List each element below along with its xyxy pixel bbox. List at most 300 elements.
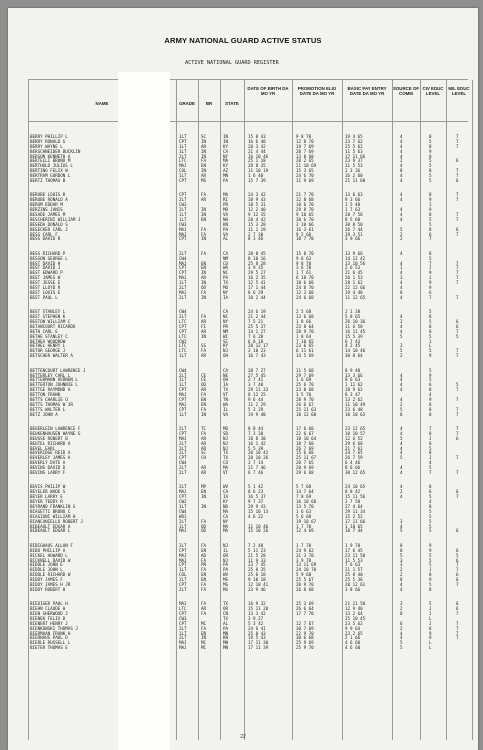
cell-civ-educ: 9 — [429, 207, 432, 213]
cell-name: BIERHAUS PAUL D — [30, 635, 68, 641]
cell-pay-entry-date: 21 11 50 — [345, 601, 366, 607]
cell-state: TX — [223, 601, 229, 607]
cell-state: NJ — [223, 542, 229, 548]
page-number: 22 — [240, 734, 246, 740]
cell-state: NJ — [223, 445, 229, 451]
cell-source: 4 — [400, 323, 403, 329]
cell-grade: CW2 — [179, 338, 187, 344]
cell-state: CA — [223, 309, 229, 315]
cell-state: TX — [223, 450, 229, 456]
cell-grade: CPT — [179, 178, 187, 184]
cell-birth-date: 21 2 44 — [248, 314, 266, 320]
cell-name: BETHEA WOODROW — [30, 338, 66, 344]
cell-source: 4 — [400, 211, 403, 217]
cell-grade: CW4 — [179, 367, 187, 373]
cell-pay-entry-date: 26 7 59 — [345, 455, 363, 461]
cell-civ-educ: 9 — [429, 577, 432, 583]
cell-grade: MAJ — [179, 275, 187, 281]
cell-birth-date: 28 8 35 — [248, 163, 266, 169]
cell-birth-date: 10 8 30 — [248, 435, 266, 441]
cell-state: PR — [223, 202, 229, 208]
cell-source: 4 — [400, 153, 403, 159]
cell-civ-educ: 8 — [429, 411, 432, 417]
cell-grade: 2LT — [179, 484, 187, 490]
cell-branch: AR — [201, 275, 207, 281]
cell-civ-educ: 8 — [429, 143, 432, 149]
cell-source: 4 — [400, 372, 403, 378]
cell-source: 4 — [400, 630, 403, 636]
cell-name: BEST LOUIS E — [30, 289, 61, 295]
cell-name: BEST PAUL L — [30, 294, 58, 300]
cell-birth-date: 20 8 45 — [248, 250, 266, 256]
cell-civ-educ: 4 — [429, 392, 432, 398]
row-group — [8, 368, 478, 417]
cell-branch: OD — [201, 382, 207, 388]
cell-grade: 2LT — [179, 518, 187, 524]
cell-branch: FA — [201, 348, 207, 354]
cell-pay-entry-date: 1 11 62 — [345, 382, 363, 388]
cell-civ-educ: 5 — [429, 309, 432, 315]
cell-birth-date: 24 6 19 — [248, 309, 266, 315]
cell-birth-date: 15 11 20 — [248, 606, 269, 612]
cell-mil-educ: 7 — [456, 211, 459, 217]
cell-source: 4 — [400, 285, 403, 291]
cell-birth-date: 18 9 43 — [248, 197, 266, 203]
cell-pay-entry-date: 23 11 50 — [345, 552, 366, 558]
register-page — [8, 8, 478, 750]
cell-birth-date: 27 5 45 — [248, 372, 266, 378]
cell-promotion-date: 12 3 68 — [296, 289, 314, 295]
cell-branch: AR — [201, 319, 207, 324]
cell-source: 5 — [400, 645, 403, 651]
cell-civ-educ: 5 — [429, 562, 432, 568]
cell-promotion-date: 29 8 70 — [296, 207, 314, 213]
cell-branch: AR — [201, 197, 207, 203]
cell-name: BERTINO FELIX W — [30, 168, 68, 174]
cell-name: BEST STANLEY L — [30, 309, 66, 315]
cell-mil-educ: 7 — [456, 630, 459, 636]
header-grade: GRADE — [179, 101, 195, 106]
cell-branch: FA — [201, 314, 207, 320]
cell-civ-educ: 5 — [429, 581, 432, 587]
cell-promotion-date: 9 6 63 — [296, 255, 312, 261]
cell-branch: FA — [201, 601, 207, 607]
cell-pay-entry-date: 15 11 56 — [345, 494, 366, 500]
cell-mil-educ: 7 — [456, 275, 459, 281]
cell-name: BIANCANIELLO ROBERT J — [30, 518, 83, 524]
cell-mil-educ: 7 — [456, 411, 459, 417]
cell-mil-educ: 7 — [456, 396, 459, 402]
cell-promotion-date: 20 9 70 — [296, 581, 314, 587]
cell-branch: EN — [201, 401, 207, 407]
cell-pay-entry-date: 3 9 66 — [345, 236, 361, 242]
cell-pay-entry-date: 26 10 36 — [345, 319, 366, 324]
cell-birth-date: 10 2 44 — [248, 294, 266, 300]
cell-mil-educ: 5 — [456, 382, 459, 388]
cell-pay-entry-date: 20 12 61 — [345, 581, 366, 587]
cell-branch: EN — [201, 260, 207, 266]
cell-state: NE — [223, 372, 229, 378]
cell-pay-entry-date: 13 3 66 — [345, 372, 363, 378]
cell-branch: FA — [201, 226, 207, 232]
cell-pay-entry-date: 6 7 43 — [345, 338, 361, 344]
cell-grade: WO1 — [179, 513, 187, 519]
cell-state: MS — [223, 577, 229, 583]
cell-birth-date: 5 1 42 — [248, 484, 264, 490]
cell-birth-date: 14 1 27 — [248, 328, 266, 334]
cell-pay-entry-date: 21 7 61 — [345, 445, 363, 451]
cell-promotion-date: 12 7 67 — [296, 620, 314, 626]
cell-grade: 1LT — [179, 134, 187, 139]
cell-branch: IN — [201, 138, 207, 144]
cell-pay-entry-date: 17 6 45 — [345, 547, 363, 553]
cell-pay-entry-date: 2 1 38 — [345, 309, 361, 315]
cell-name: BIBIGHAUS ALLAN F — [30, 542, 73, 548]
cell-source: 4 — [400, 382, 403, 388]
cell-name: BETTS WALTER L — [30, 406, 66, 412]
cell-civ-educ: 5 — [429, 178, 432, 184]
cell-promotion-date: 20 2 65 — [296, 158, 314, 164]
cell-promotion-date: 20 9 69 — [296, 465, 314, 471]
cell-grade: 2LT — [179, 250, 187, 256]
cell-state: CO — [223, 460, 229, 466]
cell-promotion-date: 26 8 68 — [296, 586, 314, 592]
cell-branch: AR — [201, 353, 207, 359]
cell-birth-date: 19 5 43 — [248, 635, 266, 641]
table-row — [8, 587, 478, 592]
cell-name: BICKEL HOWARD L — [30, 552, 68, 558]
cell-promotion-date: 30 7 69 — [296, 625, 314, 631]
cell-name: BERTRAM GORDON L — [30, 173, 71, 179]
cell-name: BERUBE LOUIS R — [30, 192, 66, 198]
cell-civ-educ: 9 — [429, 270, 432, 276]
cell-source: 2 — [400, 489, 403, 495]
cell-civ-educ: 9 — [429, 396, 432, 402]
cell-name: BEST LLOYD R — [30, 285, 61, 291]
cell-promotion-date: 9 8 70 — [296, 260, 312, 266]
table-row — [8, 295, 478, 300]
register-table-body — [8, 134, 478, 660]
cell-name: BEST EDWARD P — [30, 270, 63, 276]
cell-branch: FA — [201, 406, 207, 412]
cell-state: IL — [223, 406, 229, 412]
cell-name: BIEDIGER PAUL H — [30, 601, 68, 607]
cell-promotion-date: 18 10 64 — [296, 435, 317, 441]
cell-source: 3 — [400, 275, 403, 281]
cell-mil-educ: 5 — [456, 552, 459, 558]
cell-branch: FA — [201, 586, 207, 592]
cell-birth-date: 12 5 41 — [248, 280, 266, 286]
cell-state: NJ — [223, 557, 229, 563]
cell-pay-entry-date: 30 8 64 — [345, 353, 363, 359]
cell-birth-date: 11 10 19 — [248, 168, 269, 174]
cell-source: 2 — [400, 606, 403, 612]
cell-birth-date: 29 9 43 — [248, 504, 266, 509]
cell-civ-educ: J — [429, 567, 432, 573]
cell-civ-educ: 8 — [429, 440, 432, 446]
cell-source: 4 — [400, 163, 403, 169]
cell-state: KY — [223, 343, 229, 349]
cell-mil-educ: 7 — [456, 353, 459, 359]
cell-birth-date: 4 6 22 — [248, 513, 264, 519]
cell-promotion-date: 25 9 69 — [296, 640, 314, 646]
cell-promotion-date: 24 6 70 — [296, 173, 314, 179]
cell-promotion-date: 29 7 69 — [296, 372, 314, 378]
cell-birth-date: 6 8 18 — [248, 338, 264, 344]
cell-birth-date: 9 6 44 — [248, 396, 264, 402]
cell-branch: FA — [201, 518, 207, 524]
cell-pay-entry-date: 5 8 65 — [345, 314, 361, 320]
cell-mil-educ: 7 — [456, 328, 459, 334]
cell-pay-entry-date: 19 3 51 — [345, 231, 363, 237]
cell-source: 4 — [400, 586, 403, 592]
cell-birth-date: 28 12 17 — [248, 343, 269, 349]
cell-name: BERUBE RONALD A — [30, 197, 68, 203]
cell-grade: CPT — [179, 406, 187, 412]
cell-name: BEST DAVID J — [30, 265, 61, 271]
cell-branch: MC — [201, 640, 207, 646]
cell-name: BETTERMANN VERNON L — [30, 377, 78, 383]
cell-pay-entry-date: 21 6 45 — [345, 270, 363, 276]
cell-state: WI — [223, 333, 229, 339]
cell-promotion-date: 1 8 66 — [296, 319, 312, 324]
cell-birth-date: 17 11 30 — [248, 640, 269, 646]
cell-promotion-date: 3 5 70 — [296, 392, 312, 398]
cell-mil-educ: 6 — [456, 158, 459, 164]
cell-civ-educ: J — [429, 606, 432, 612]
cell-branch: SC — [201, 134, 207, 139]
cell-promotion-date: 25 5 67 — [296, 577, 314, 583]
cell-source: 4 — [400, 430, 403, 436]
cell-source: 4 — [400, 635, 403, 641]
cell-grade: 1LT — [179, 216, 187, 222]
cell-grade: CPT — [179, 581, 187, 587]
cell-pay-entry-date: 16 11 45 — [345, 328, 366, 334]
cell-civ-educ: J — [429, 265, 432, 271]
cell-grade: MAJ — [179, 552, 187, 558]
cell-mil-educ: 7 — [456, 426, 459, 432]
cell-grade: LTC — [179, 343, 187, 349]
cell-pay-entry-date: 1 10 65 — [345, 523, 363, 529]
cell-birth-date: 29 11 33 — [248, 387, 269, 393]
cell-branch: MC — [201, 620, 207, 626]
cell-name: BIDDY JAMES H JR — [30, 581, 71, 587]
cell-mil-educ: 7 — [456, 620, 459, 626]
cell-birth-date: 7 6 20 — [248, 333, 264, 339]
cell-birth-date: 15 3 28 — [248, 221, 266, 227]
header-br: BR — [205, 101, 213, 106]
cell-birth-date: 24 6 41 — [248, 625, 266, 631]
cell-civ-educ: 5 — [429, 158, 432, 164]
cell-branch: IN — [201, 635, 207, 641]
cell-grade: MAJ — [179, 401, 187, 407]
row-group — [8, 426, 478, 475]
cell-state: TX — [223, 280, 229, 286]
header-mil-educ: MIL EDUC LEVEL — [448, 86, 470, 96]
cell-state: OH — [223, 353, 229, 359]
cell-name: BIEHN CLAUDE H — [30, 606, 66, 612]
cell-promotion-date: 11 9 69 — [296, 178, 314, 184]
cell-mil-educ: 7 — [456, 625, 459, 631]
cell-civ-educ: 7 — [429, 260, 432, 266]
cell-branch: FI — [201, 323, 207, 329]
cell-source: 2 — [400, 319, 403, 324]
cell-promotion-date: 5 7 68 — [296, 484, 312, 490]
cell-pay-entry-date: 30 12 65 — [345, 470, 366, 476]
cell-source: 2 — [400, 353, 403, 359]
cell-source: 4 — [400, 465, 403, 471]
cell-mil-educ: 7 — [456, 470, 459, 476]
cell-birth-date: 3 10 23 — [248, 348, 266, 354]
cell-civ-educ: 7 — [429, 470, 432, 476]
cell-branch: FA — [201, 557, 207, 563]
cell-birth-date: 17 11 39 — [248, 645, 269, 651]
cell-grade: 1LT — [179, 211, 187, 217]
cell-name: BERZINS JANIS — [30, 207, 63, 213]
cell-state: VA — [223, 211, 229, 217]
cell-source: 8 — [400, 611, 403, 617]
cell-pay-entry-date: 4 6 60 — [345, 640, 361, 646]
cell-pay-entry-date: 30 8 50 — [345, 221, 363, 227]
cell-source: 2 — [400, 236, 403, 242]
row-group — [8, 309, 478, 358]
cell-civ-educ: 1 — [429, 202, 432, 208]
cell-grade: CPT — [179, 270, 187, 276]
cell-grade: CPT — [179, 430, 187, 436]
cell-birth-date: 8 3 46 — [248, 236, 264, 242]
cell-civ-educ: 8 — [429, 484, 432, 490]
cell-birth-date: 20 10 42 — [248, 450, 269, 456]
cell-grade: LTC — [179, 319, 187, 324]
cell-grade: 1LT — [179, 377, 187, 383]
cell-state: MS — [223, 581, 229, 587]
cell-grade: LTC — [179, 333, 187, 339]
cell-name: BIBEAULT EDGAR L — [30, 528, 71, 534]
cell-pay-entry-date: 10 10 63 — [345, 411, 366, 417]
cell-mil-educ: 6 — [456, 319, 459, 324]
cell-birth-date: 1 6 40 — [248, 173, 264, 179]
cell-birth-date: 16 1 42 — [248, 440, 266, 446]
cell-birth-date: 8 12 25 — [248, 392, 266, 398]
cell-civ-educ: 8 — [429, 406, 432, 412]
cell-birth-date: 16 10 46 — [248, 153, 269, 159]
cell-name: BESECKER CARL J — [30, 226, 68, 232]
cell-promotion-date: 15 8 70 — [296, 250, 314, 256]
cell-pay-entry-date: 3 8 66 — [345, 586, 361, 592]
cell-name: BETTERLEY CARL L — [30, 372, 71, 378]
cell-name: BETTON FRANK — [30, 392, 61, 398]
cell-birth-date: 7 2 48 — [248, 542, 264, 548]
cell-name: BESEDA DONALD S — [30, 221, 68, 227]
cell-name: BESSON GEORGE L — [30, 255, 68, 261]
cell-promotion-date: 1 6 63 — [296, 508, 312, 514]
cell-mil-educ: 6 — [456, 226, 459, 232]
cell-civ-educ: 8 — [429, 504, 432, 509]
cell-birth-date: 7 3 38 — [248, 430, 264, 436]
cell-civ-educ: 5 — [429, 528, 432, 534]
cell-promotion-date: 9 2 68 — [296, 231, 312, 237]
row-group — [8, 192, 478, 241]
cell-civ-educ: 8 — [429, 153, 432, 159]
table-row — [8, 412, 478, 417]
page-subtitle: ACTIVE NATIONAL GUARD REGISTER — [185, 60, 279, 66]
cell-branch: AR — [201, 440, 207, 446]
cell-civ-educ: 6 — [429, 231, 432, 237]
cell-branch: SC — [201, 450, 207, 456]
cell-promotion-date: 12 8 70 — [296, 138, 314, 144]
cell-grade: 2LT — [179, 577, 187, 583]
cell-name: BIERLE RUSSELL L — [30, 640, 71, 646]
cell-source: 2 — [400, 401, 403, 407]
cell-state: MA — [223, 192, 229, 198]
cell-grade: 1LT — [179, 630, 187, 636]
cell-state: IN — [223, 134, 229, 139]
cell-grade: 2LT — [179, 465, 187, 471]
cell-civ-educ: 9 — [429, 542, 432, 548]
cell-name: BIAGETTI BRUNO C — [30, 508, 71, 514]
cell-pay-entry-date: 14 10 46 — [345, 348, 366, 354]
cell-civ-educ: 5 — [429, 557, 432, 563]
cell-name: BESS CARL F — [30, 231, 58, 237]
cell-source: 4 — [400, 192, 403, 198]
cell-pay-entry-date: 28 9 62 — [345, 387, 363, 393]
cell-name: BERTHOLD JULIUS L — [30, 163, 73, 169]
cell-name: BERRY RONALD G — [30, 138, 66, 144]
cell-grade: 2LT — [179, 625, 187, 631]
cell-civ-educ: 7 — [429, 426, 432, 432]
cell-promotion-date: 26 6 64 — [296, 606, 314, 612]
cell-civ-educ: 8 — [429, 168, 432, 174]
cell-birth-date: 21 7 46 — [248, 465, 266, 471]
cell-grade: MAJ — [179, 528, 187, 534]
cell-name: BERUM EDDAR M — [30, 202, 63, 208]
cell-source: 8 — [400, 577, 403, 583]
cell-source: 5 — [400, 455, 403, 461]
cell-state: AL — [223, 236, 229, 242]
cell-pay-entry-date: 21 11 60 — [345, 178, 366, 184]
cell-state: NM — [223, 328, 229, 334]
cell-name: BERTZ THOMAS B — [30, 178, 66, 184]
cell-branch: FA — [201, 289, 207, 295]
cell-source: 2 — [400, 158, 403, 164]
cell-civ-educ: 6 — [429, 489, 432, 495]
cell-pay-entry-date: 24 10 65 — [345, 484, 366, 490]
cell-pay-entry-date: 9 3 66 — [345, 197, 361, 203]
cell-source: 4 — [400, 294, 403, 300]
cell-pay-entry-date: 12 9 40 — [345, 606, 363, 612]
cell-grade: 1LT — [179, 280, 187, 286]
cell-source: 3 — [400, 601, 403, 607]
cell-branch: EN — [201, 577, 207, 583]
cell-birth-date: 8 6 23 — [248, 489, 264, 495]
cell-promotion-date: 5 9 68 — [296, 572, 312, 578]
cell-birth-date: 8 10 16 — [248, 255, 266, 261]
cell-birth-date: 20 10 26 — [248, 455, 269, 461]
cell-source: 4 — [400, 396, 403, 402]
cell-promotion-date: 18 12 68 — [296, 411, 317, 417]
cell-grade: LTC — [179, 158, 187, 164]
cell-birth-date: 9 12 35 — [248, 211, 266, 217]
cell-name: BETOR GEORGE J — [30, 348, 66, 354]
cell-branch: FA — [201, 567, 207, 573]
cell-grade: 2LT — [179, 440, 187, 446]
cell-grade: CPT — [179, 236, 187, 242]
cell-branch: AR — [201, 465, 207, 471]
cell-pay-entry-date: 8 8 42 — [345, 489, 361, 495]
cell-state: CO — [223, 260, 229, 266]
cell-promotion-date: 5 6 68 — [296, 513, 312, 519]
cell-name: BEUERLEIN LAWRENCE F — [30, 426, 81, 432]
